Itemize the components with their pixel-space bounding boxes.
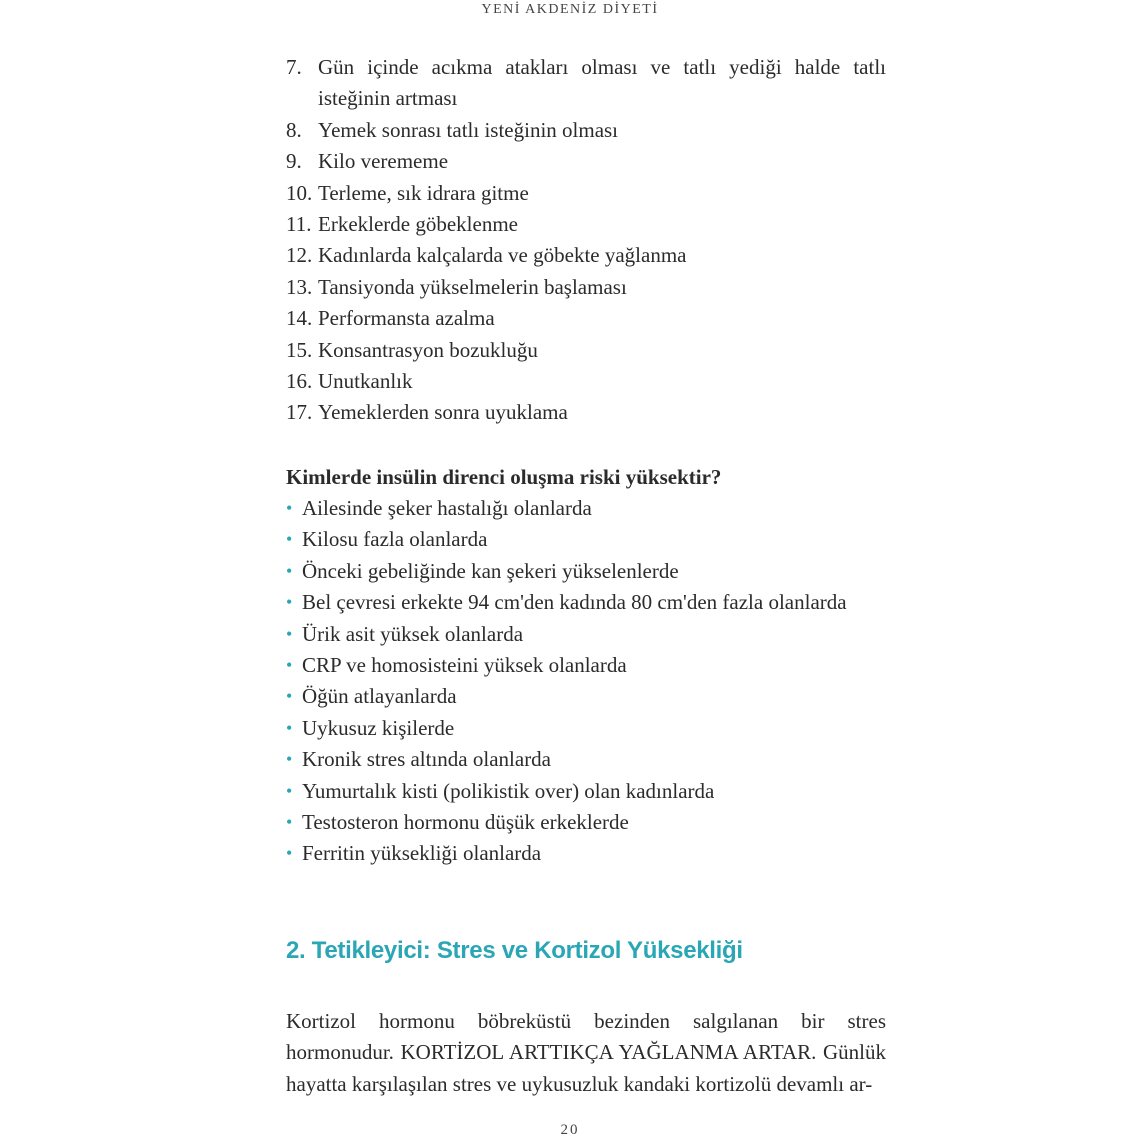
list-item: 7. Gün içinde acıkma atakları olması ve tatlı yediği halde tatlı isteğinin artması bbox=[286, 55, 886, 111]
list-item: 15. Konsantrasyon bozukluğu bbox=[286, 337, 538, 362]
list-item: • Bel çevresi erkekte 94 cm'den kadında 80 cm'den fazla olanlarda bbox=[286, 587, 886, 618]
page-body bbox=[286, 52, 886, 1121]
list-item: • Ailesinde şeker hastalığı olanlarda bbox=[286, 493, 886, 524]
list-item: • Kilosu fazla olanlarda bbox=[286, 524, 886, 555]
bullet-icon: • bbox=[286, 749, 293, 770]
list-item: • Kronik stres altında olanlarda bbox=[286, 744, 886, 775]
list-item: • Testosteron hormonu düşük erkeklerde bbox=[286, 807, 886, 838]
list-item: 17. Yemeklerden sonra uyuklama bbox=[286, 400, 568, 425]
list-item: 16. Unutkanlık bbox=[286, 369, 413, 394]
running-head: YENİ AKDENİZ DİYETİ bbox=[481, 2, 659, 17]
bullet-icon: • bbox=[286, 529, 293, 550]
bullet-icon: • bbox=[286, 686, 293, 707]
body-paragraph: Kortizol hormonu böbreküstü bezinden salgılanan bir stres hormonudur. KORTİZOL ARTTIKÇA YAĞLANMA ARTAR. Günlük hayatta karşılaşılan stres ve uykusuzluk kandaki kortizolü devamlı ar- bbox=[286, 1008, 886, 1096]
bullet-icon: • bbox=[286, 560, 293, 581]
bullet-icon: • bbox=[286, 623, 293, 644]
risk-subheading: Kimlerde insülin direnci oluşma riski yüksektir? bbox=[286, 464, 722, 489]
list-item: • CRP ve homosisteini yüksek olanlarda bbox=[286, 650, 886, 681]
list-item: • Ürik asit yüksek olanlarda bbox=[286, 619, 886, 650]
list-item: • Ferritin yüksekliği olanlarda bbox=[286, 838, 886, 869]
section-title: 2. Tetikleyici: Stres ve Kortizol Yüksekliği bbox=[286, 936, 743, 964]
list-item: 11. Erkeklerde göbeklenme bbox=[286, 212, 518, 237]
symptom-list bbox=[286, 52, 886, 429]
list-item: 13. Tansiyonda yükselmelerin başlaması bbox=[286, 274, 627, 299]
page-number: 20 bbox=[560, 1122, 580, 1138]
list-item: 14. Performansta azalma bbox=[286, 306, 495, 331]
bullet-icon: • bbox=[286, 654, 293, 675]
bullet-icon: • bbox=[286, 717, 293, 738]
bullet-icon: • bbox=[286, 780, 293, 801]
list-item: • Uykusuz kişilerde bbox=[286, 713, 886, 744]
bullet-icon: • bbox=[286, 497, 293, 518]
list-item: • Öğün atlayanlarda bbox=[286, 681, 886, 712]
list-item: • Önceki gebeliğinde kan şekeri yükselenlerde bbox=[286, 556, 886, 587]
bullet-icon: • bbox=[286, 811, 293, 832]
list-item: 8. Yemek sonrası tatlı isteğinin olması bbox=[286, 117, 619, 142]
bullet-icon: • bbox=[286, 592, 293, 613]
list-item: 10. Terleme, sık idrara gitme bbox=[286, 180, 529, 205]
list-item: 12. Kadınlarda kalçalarda ve göbekte yağlanma bbox=[286, 243, 687, 268]
bullet-icon: • bbox=[286, 843, 293, 864]
risk-bullet-list bbox=[286, 493, 886, 870]
list-item: 9. Kilo verememe bbox=[286, 149, 449, 174]
list-item: • Yumurtalık kisti (polikistik over) olan kadınlarda bbox=[286, 776, 886, 807]
